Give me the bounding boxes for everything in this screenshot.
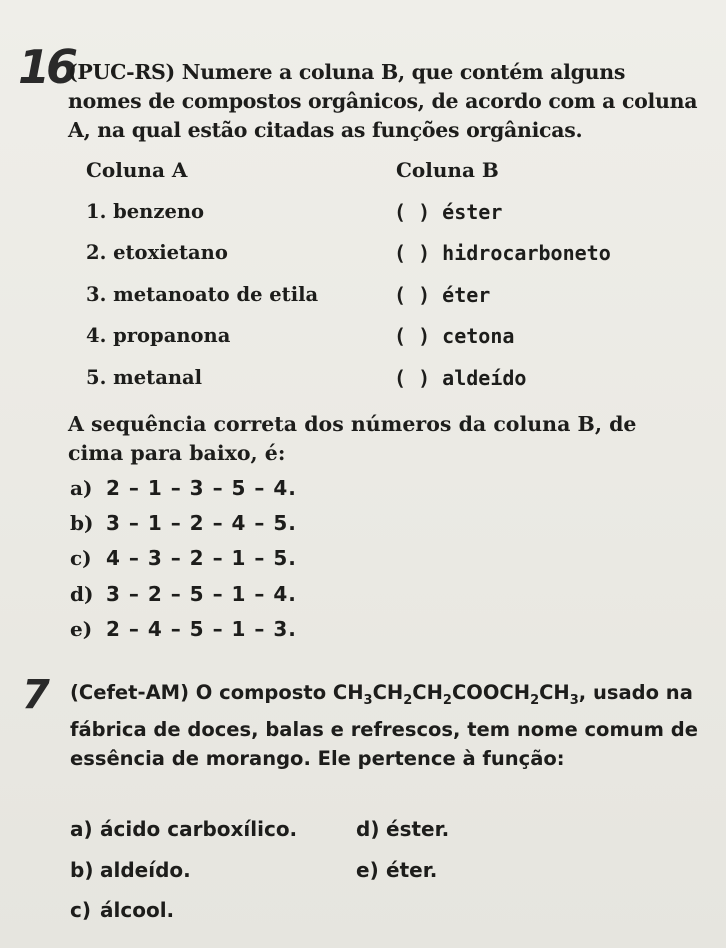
question-1-statement: (PUC-RS) Numere a coluna B, que contém alguns nomes de compostos orgânicos, de acordo com a coluna A, na qual estão citadas as funções orgânicas. — [68, 60, 698, 142]
column-b-item: ( ) hidrocarboneto — [394, 241, 611, 265]
option-letter: d) — [356, 817, 380, 841]
answer-option[interactable] — [70, 582, 297, 606]
column-a-item: 2. etoxietano — [86, 241, 228, 264]
column-a-item: 5. metanal — [86, 366, 203, 389]
answer-option[interactable] — [70, 511, 297, 535]
column-b-item: ( ) éter — [394, 283, 491, 307]
option-text: 3 – 1 – 2 – 4 – 5. — [106, 511, 297, 535]
column-b-item: ( ) éster — [394, 200, 503, 224]
question-1-prompt: A sequência correta dos números da coluna B, de cima para baixo, é: — [68, 412, 637, 465]
option-letter: c) — [70, 898, 91, 922]
option-letter: e) — [356, 858, 379, 882]
answer-option[interactable] — [70, 546, 297, 570]
answer-option[interactable] — [70, 858, 191, 882]
option-letter: e) — [70, 617, 93, 641]
answer-option[interactable] — [70, 617, 297, 641]
handwritten-question-number: 7 — [22, 672, 50, 718]
question-2-rest: usado na fábrica de doces, balas e refrescos, tem nome comum de essência de morango. Ele pertence à função: — [70, 681, 698, 770]
column-a-item: 4. propanona — [86, 324, 231, 347]
column-b-header: Coluna B — [396, 158, 499, 182]
option-text: álcool. — [100, 898, 175, 922]
answer-option[interactable] — [356, 817, 449, 841]
option-text: 3 – 2 – 5 – 1 – 4. — [106, 582, 297, 606]
option-letter: a) — [70, 476, 93, 500]
option-text: éter. — [386, 858, 438, 882]
column-b-item: ( ) aldeído — [394, 366, 527, 390]
question-2-statement — [70, 678, 702, 773]
option-text: 2 – 1 – 3 – 5 – 4. — [106, 476, 297, 500]
column-a-header: Coluna A — [86, 158, 188, 182]
option-letter: b) — [70, 858, 94, 882]
option-letter: d) — [70, 582, 94, 606]
handwritten-question-number: 16 — [18, 40, 75, 94]
answer-option[interactable] — [356, 858, 437, 882]
answer-option[interactable] — [70, 898, 174, 922]
column-a-item: 1. benzeno — [86, 200, 205, 223]
option-text: 4 – 3 – 2 – 1 – 5. — [106, 546, 297, 570]
option-letter: a) — [70, 817, 93, 841]
column-a-item: 3. metanoato de etila — [86, 283, 319, 306]
option-letter: c) — [70, 546, 92, 570]
option-text: éster. — [386, 817, 450, 841]
option-text: aldeído. — [100, 858, 191, 882]
option-text: 2 – 4 – 5 – 1 – 3. — [106, 617, 297, 641]
question-2-intro: (Cefet-AM) O composto — [70, 681, 327, 704]
option-letter: b) — [70, 511, 94, 535]
column-b-item: ( ) cetona — [394, 324, 515, 348]
answer-option[interactable] — [70, 817, 297, 841]
option-text: ácido carboxílico. — [100, 817, 298, 841]
chemical-formula: $CH_3CH_2CH_2COOCH_2CH_3$, — [332, 681, 587, 708]
answer-option[interactable] — [70, 476, 297, 500]
